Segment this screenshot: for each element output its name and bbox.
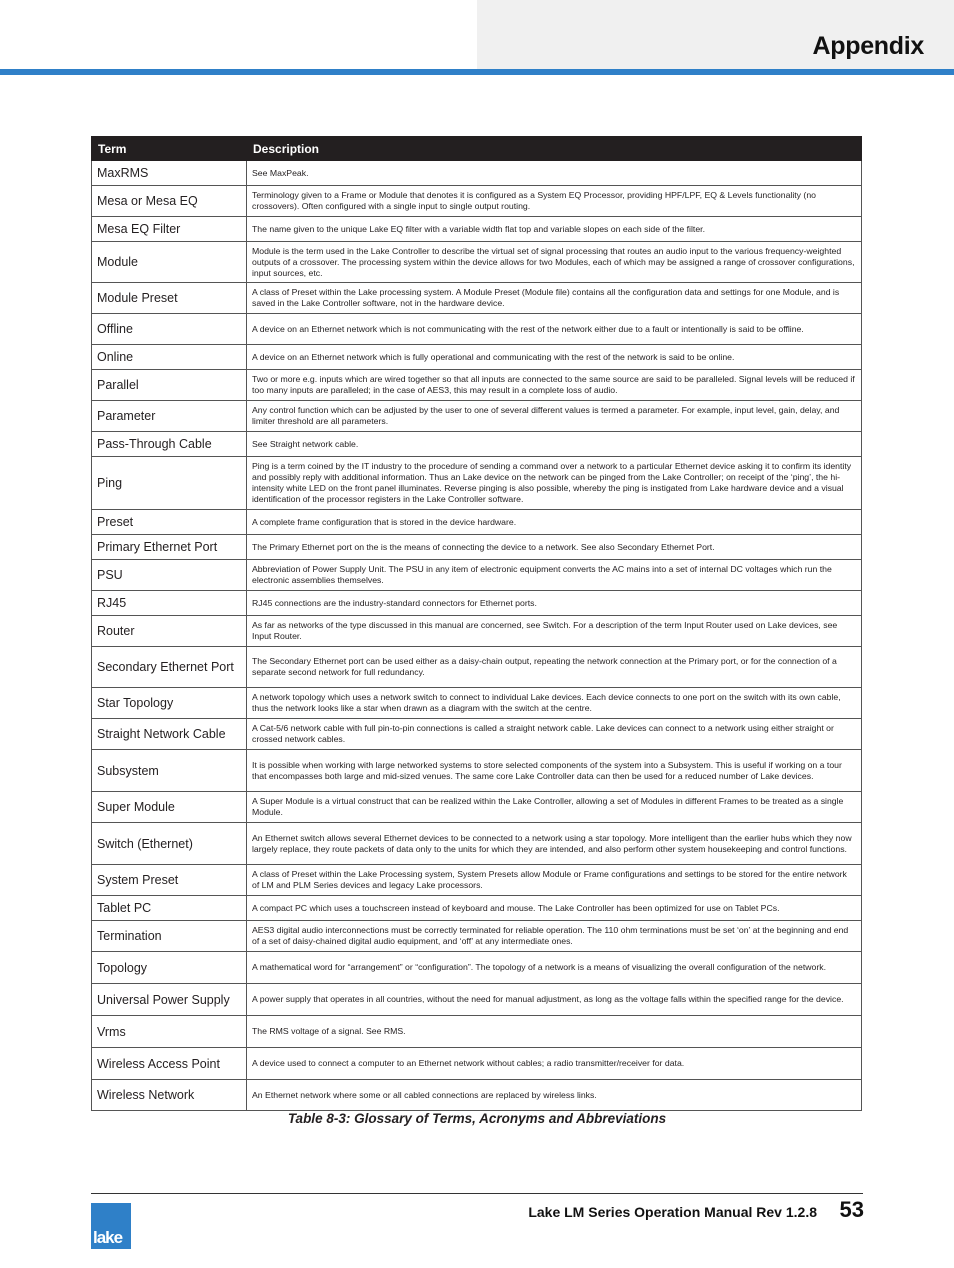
term-cell: Star Topology [92,688,247,719]
table-row [92,242,862,283]
table-row [92,1016,862,1048]
term-cell: Universal Power Supply [92,984,247,1016]
description-cell: A class of Preset within the Lake Processing system, System Presets allow Module or Frame configurations and settings to be stored for the entire network of LM and PLM Series devices and legacy Lake processors. [247,865,862,896]
term-cell: Primary Ethernet Port [92,535,247,560]
table-row [92,510,862,535]
table-row [92,719,862,750]
term-cell: RJ45 [92,591,247,616]
table-row [92,952,862,984]
description-cell: As far as networks of the type discussed in this manual are concerned, see Switch. For a description of the term Input Router used on Lake devices, see Input Router. [247,616,862,647]
term-cell: Wireless Network [92,1080,247,1111]
footer-rule [91,1193,863,1194]
table-row [92,750,862,792]
description-cell: Abbreviation of Power Supply Unit. The PSU in any item of electronic equipment converts the AC mains into a set of internal DC voltages which run the electronic assemblies themselves. [247,560,862,591]
table-row [92,1048,862,1080]
table-row [92,345,862,370]
term-cell: MaxRMS [92,161,247,186]
term-cell: Switch (Ethernet) [92,823,247,865]
term-cell: Tablet PC [92,896,247,921]
table-row [92,560,862,591]
lake-logo [91,1203,131,1249]
table-row [92,283,862,314]
term-cell: Parameter [92,401,247,432]
description-cell: An Ethernet network where some or all cabled connections are replaced by wireless links. [247,1080,862,1111]
term-cell: Preset [92,510,247,535]
description-cell: Two or more e.g. inputs which are wired together so that all inputs are connected to the same source are said to be paralleled. Signal levels will be reduced if too many inputs are paralleled; in the case of AES3, this may result in a complete loss of audio. [247,370,862,401]
description-cell: The Secondary Ethernet port can be used either as a daisy-chain output, repeating the network connection at the Primary port, or for the connection of a separate second network for full redundancy. [247,647,862,688]
term-cell: Pass-Through Cable [92,432,247,457]
table-row [92,186,862,217]
description-cell: The Primary Ethernet port on the is the means of connecting the device to a network. See also Secondary Ethernet Port. [247,535,862,560]
description-cell: A Cat-5/6 network cable with full pin-to-pin connections is called a straight network cable. Lake devices can connect to a network using either straight or crossed network cables. [247,719,862,750]
page-number: 53 [839,1197,864,1222]
term-cell: PSU [92,560,247,591]
table-row [92,1080,862,1111]
term-cell: Termination [92,921,247,952]
description-cell: Any control function which can be adjusted by the user to one of several different values is termed a parameter. For example, input level, gain, delay, and limiter threshold are all parameters. [247,401,862,432]
term-cell: Router [92,616,247,647]
description-cell: A mathematical word for “arrangement” or “configuration”. The topology of a network is a means of visualizing the overall configuration of the network. [247,952,862,984]
description-cell: A network topology which uses a network switch to connect to individual Lake devices. Each device connects to one port on the switch with its own cable, thus the network looks like a star when drawn as a diagram with the switch at the centre. [247,688,862,719]
term-cell: Topology [92,952,247,984]
description-cell: The RMS voltage of a signal. See RMS. [247,1016,862,1048]
description-cell: A complete frame configuration that is stored in the device hardware. [247,510,862,535]
description-cell: The name given to the unique Lake EQ filter with a variable width flat top and variable slopes on each side of the filter. [247,217,862,242]
table-row [92,688,862,719]
term-cell: Mesa EQ Filter [92,217,247,242]
table-row [92,616,862,647]
column-header-term: Term [92,137,247,161]
description-cell: A device on an Ethernet network which is not communicating with the rest of the network either due to a fault or intentionally is said to be offline. [247,314,862,345]
term-cell: Offline [92,314,247,345]
term-cell: Online [92,345,247,370]
description-cell: It is possible when working with large networked systems to store selected components of the system into a Subsystem. This is useful if working on a tour that encompasses both large and mid-sized venues. The same core Lake Controller data can then be used for a reduced number of Lake devices. [247,750,862,792]
description-cell: See MaxPeak. [247,161,862,186]
table-row [92,823,862,865]
term-cell: Module Preset [92,283,247,314]
table-row [92,217,862,242]
table-row [92,792,862,823]
table-row [92,161,862,186]
table-row [92,432,862,457]
description-cell: A class of Preset within the Lake processing system. A Module Preset (Module file) contains all the configuration data and settings for one Module, and is saved in the Lake Controller software, not in the hardware device. [247,283,862,314]
term-cell: Wireless Access Point [92,1048,247,1080]
table-row [92,896,862,921]
term-cell: Vrms [92,1016,247,1048]
description-cell: Ping is a term coined by the IT industry to the procedure of sending a command over a network to a particular Ethernet device asking it to confirm its identity and possibly reply with additional information. Thus an Lake device on the network can be pinged from the Lake Controller; on receipt of the ‘ping’, the hi-intensity white LED on the front panel illuminates. Reverse pinging is also possible, whereby the ping is instigated from Lake hardware device and a visual identification of the processor registers in the Lake Controller software. [247,457,862,510]
logo-wordmark: lake [93,1228,123,1247]
table-row [92,314,862,345]
page-title: Appendix [812,32,924,60]
description-cell: AES3 digital audio interconnections must be correctly terminated for reliable operation. The 110 ohm terminations must be set ‘on’ at the beginning and end of a set of daisy-chained digital audio equipment, and ‘off’ at any intermediate ones. [247,921,862,952]
description-cell: A device on an Ethernet network which is fully operational and communicating with the rest of the network is said to be online. [247,345,862,370]
description-cell: An Ethernet switch allows several Ethernet devices to be connected to a network using a star topology. More intelligent than the earlier hubs which they now largely replace, they route packets of data only to the units for which they are intended, and also perform other system housekeeping and control functions. [247,823,862,865]
table-header-row [92,137,862,161]
term-cell: Secondary Ethernet Port [92,647,247,688]
term-cell: Parallel [92,370,247,401]
term-cell: System Preset [92,865,247,896]
term-cell: Module [92,242,247,283]
header-rule [0,69,954,75]
term-cell: Super Module [92,792,247,823]
description-cell: A Super Module is a virtual construct that can be realized within the Lake Controller, allowing a set of Modules in different Frames to be treated as a single Module. [247,792,862,823]
description-cell: A power supply that operates in all countries, without the need for manual adjustment, as long as the voltage falls within the specified range for the device. [247,984,862,1016]
table-row [92,370,862,401]
description-cell: A compact PC which uses a touchscreen instead of keyboard and mouse. The Lake Controller has been optimized for use on Tablet PCs. [247,896,862,921]
term-cell: Ping [92,457,247,510]
description-cell: See Straight network cable. [247,432,862,457]
table-row [92,921,862,952]
table-row [92,865,862,896]
table-row [92,535,862,560]
description-cell: A device used to connect a computer to an Ethernet network without cables; a radio transmitter/receiver for data. [247,1048,862,1080]
description-cell: RJ45 connections are the industry-standard connectors for Ethernet ports. [247,591,862,616]
term-cell: Subsystem [92,750,247,792]
table-row [92,591,862,616]
table-body [92,161,862,1111]
term-cell: Mesa or Mesa EQ [92,186,247,217]
term-cell: Straight Network Cable [92,719,247,750]
glossary-table [91,136,862,1111]
column-header-description: Description [247,137,862,161]
description-cell: Terminology given to a Frame or Module that denotes it is configured as a System EQ Processor, providing HPF/LPF, EQ & Levels functionality (no crossovers). Often configured with a single input to single output routing. [247,186,862,217]
table-row [92,984,862,1016]
description-cell: Module is the term used in the Lake Controller to describe the virtual set of signal processing that routes an audio input to the various frequency-weighted outputs of a crossover. The processing system within the device allows for two Modules, each of which may be assigned a range of crossover configurations, input sources, etc. [247,242,862,283]
manual-title: Lake LM Series Operation Manual Rev 1.2.8 [528,1204,817,1220]
table-row [92,647,862,688]
table-caption: Table 8-3: Glossary of Terms, Acronyms and Abbreviations [287,1111,667,1126]
table-row [92,401,862,432]
table-row [92,457,862,510]
